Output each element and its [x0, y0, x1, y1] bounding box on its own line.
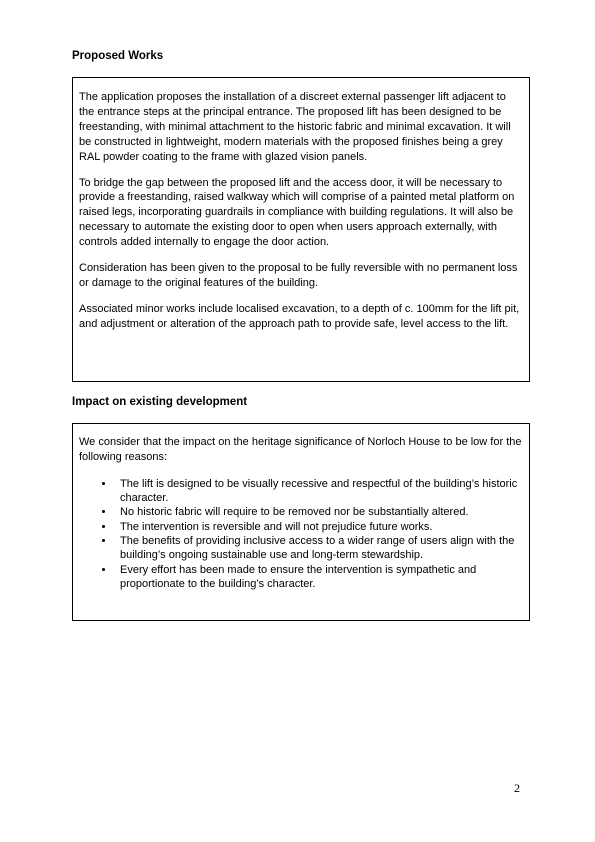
proposed-works-paragraph: To bridge the gap between the proposed lift and the access door, it will be necessary to provide a freestanding, raised walkway which will comprise of a painted metal platform on raised legs, incorporating guardrails in compliance with building regulations. It will also be necessary to automate the existing door to open when users approach externally, with controls added internally to engage the door action. — [79, 176, 515, 249]
proposed-works-paragraph: Consideration has been given to the proposal to be fully reversible with no permanent loss or damage to the original features of the building. — [79, 262, 518, 289]
list-item: • The benefits of providing inclusive access to a wider range of users align with the building’s ongoing sustainable use and long-term stewardship. — [115, 534, 523, 563]
impact-intro: We consider that the impact on the heritage significance of Norloch House to be low for the following reasons: — [79, 436, 522, 463]
proposed-works-paragraph: Associated minor works include localised excavation, to a depth of c. 100mm for the lift pit, and adjustment or alteration of the approach path to provide safe, level access to the lift. — [79, 302, 520, 330]
proposed-works-box — [72, 77, 530, 382]
list-item: • No historic fabric will require to be removed nor be substantially altered. — [115, 505, 523, 519]
list-item: • The intervention is reversible and will not prejudice future works. — [115, 520, 523, 534]
list-item: • Every effort has been made to ensure the intervention is sympathetic and proportionate to the building’s character. — [115, 563, 523, 592]
list-item: • The lift is designed to be visually recessive and respectful of the building’s historic character. — [115, 477, 523, 506]
proposed-works-paragraph: The application proposes the installation of a discreet external passenger lift adjacent to the entrance steps at the principal entrance. The proposed lift has been designed to be freestanding, with minimal attachment to the historic fabric and minimal excavation. It will be constructed in lightweight, modern materials with the proposed finishes being a grey RAL powder coating to the frame with glazed vision panels. — [79, 91, 511, 163]
section-heading-proposed-works: Proposed Works — [72, 50, 164, 62]
impact-box — [72, 423, 530, 621]
impact-reasons-list — [79, 477, 523, 591]
section-heading-impact: Impact on existing development — [72, 396, 248, 408]
page-number: 2 — [514, 781, 520, 795]
